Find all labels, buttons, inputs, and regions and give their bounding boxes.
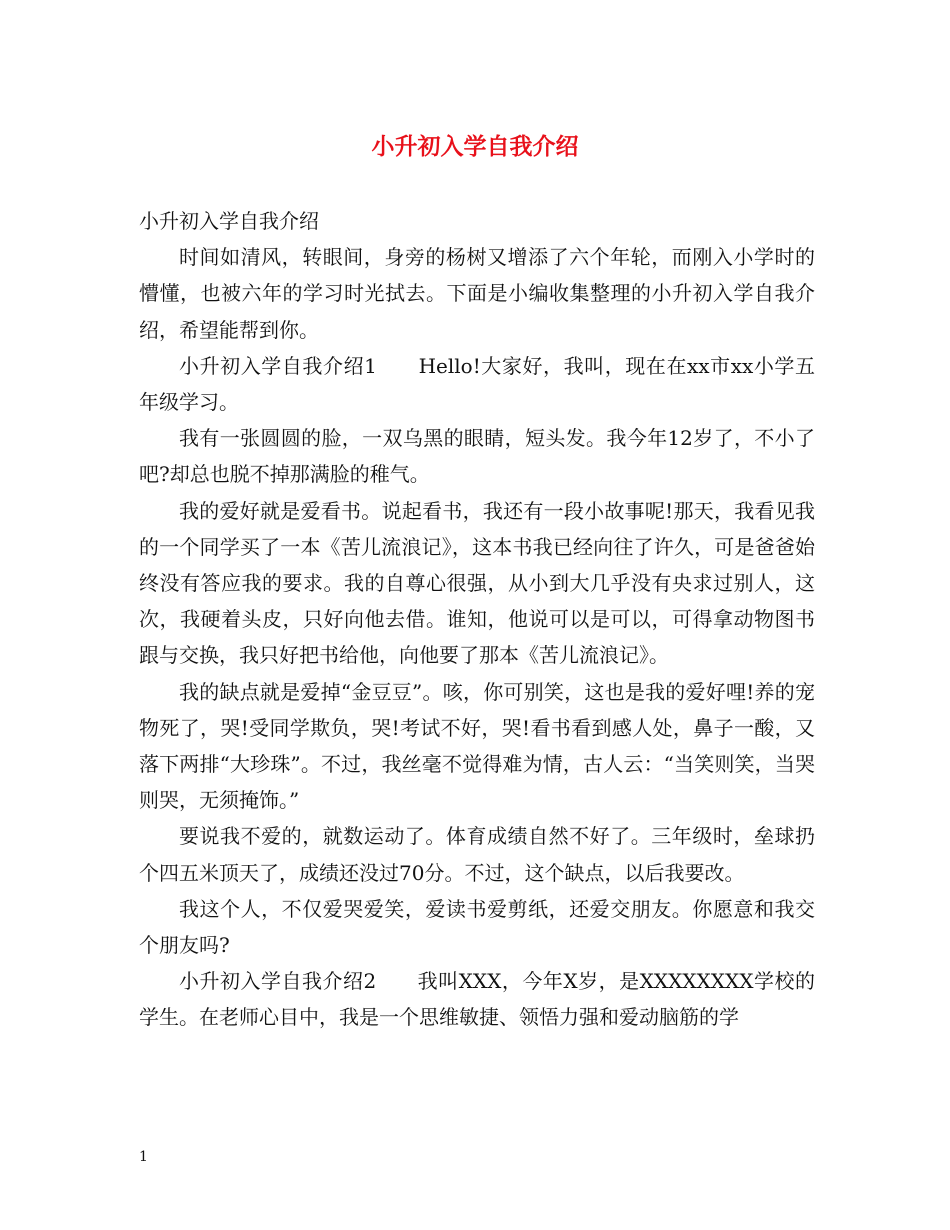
document-body: [139, 203, 815, 1036]
paragraph-introduction-1: 小升初入学自我介绍1 Hello!大家好，我叫，现在在xx市xx小学五年级学习。: [139, 353, 815, 415]
paragraph-sports: 要说我不爱的，就数运动了。体育成绩自然不好了。三年级时，垒球扔个四五米顶天了，成绩还没过70分。不过，这个缺点，以后我要改。: [139, 824, 815, 885]
paragraph-appearance: 我有一张圆圆的脸，一双乌黑的眼睛，短头发。我今年12岁了，不小了吧?却总也脱不掉那满脸的稚气。: [139, 426, 815, 487]
section-heading: 小升初入学自我介绍: [139, 209, 319, 233]
paragraph-intro: 时间如清风，转眼间，身旁的杨树又增添了六个年轮，而刚入小学时的懵懂，也被六年的学习时光拭去。下面是小编收集整理的小升初入学自我介绍，希望能帮到你。: [139, 245, 815, 342]
paragraph-friends: 我这个人，不仅爱哭爱笑，爱读书爱剪纸，还爱交朋友。你愿意和我交个朋友吗?: [139, 896, 815, 958]
paragraph-hobby-reading: 我的爱好就是爱看书。说起看书，我还有一段小故事呢!那天，我看见我的一个同学买了一本《苦儿流浪记》，这本书我已经向往了许久，可是爸爸始终没有答应我的要求。我的自尊心很强，从小到大几乎没有央求过别人，这次，我硬着头皮，只好向他去借。谁知，他说可以是可以，可得拿动物图书跟与交换，我只好把书给他，向他要了那本《苦儿流浪记》。: [139, 498, 815, 668]
document-title: 小升初入学自我介绍: [371, 133, 579, 160]
paragraph-weakness-crying: 我的缺点就是爱掉“金豆豆”。咳，你可别笑，这也是我的爱好哩!养的宠物死了，哭!受同学欺负，哭!考试不好，哭!看书看到感人处，鼻子一酸，又落下两排“大珍珠”。不过，我丝毫不觉得难为情，古人云：“当笑则笑，当哭则哭，无须掩饰。”: [139, 679, 815, 813]
paragraph-introduction-2: 小升初入学自我介绍2 我叫XXX，今年X岁，是XXXXXXXX学校的学生。在老师心目中，我是一个思维敏捷、领悟力强和爱动脑筋的学: [139, 969, 815, 1030]
page-number: 1: [139, 1149, 148, 1165]
